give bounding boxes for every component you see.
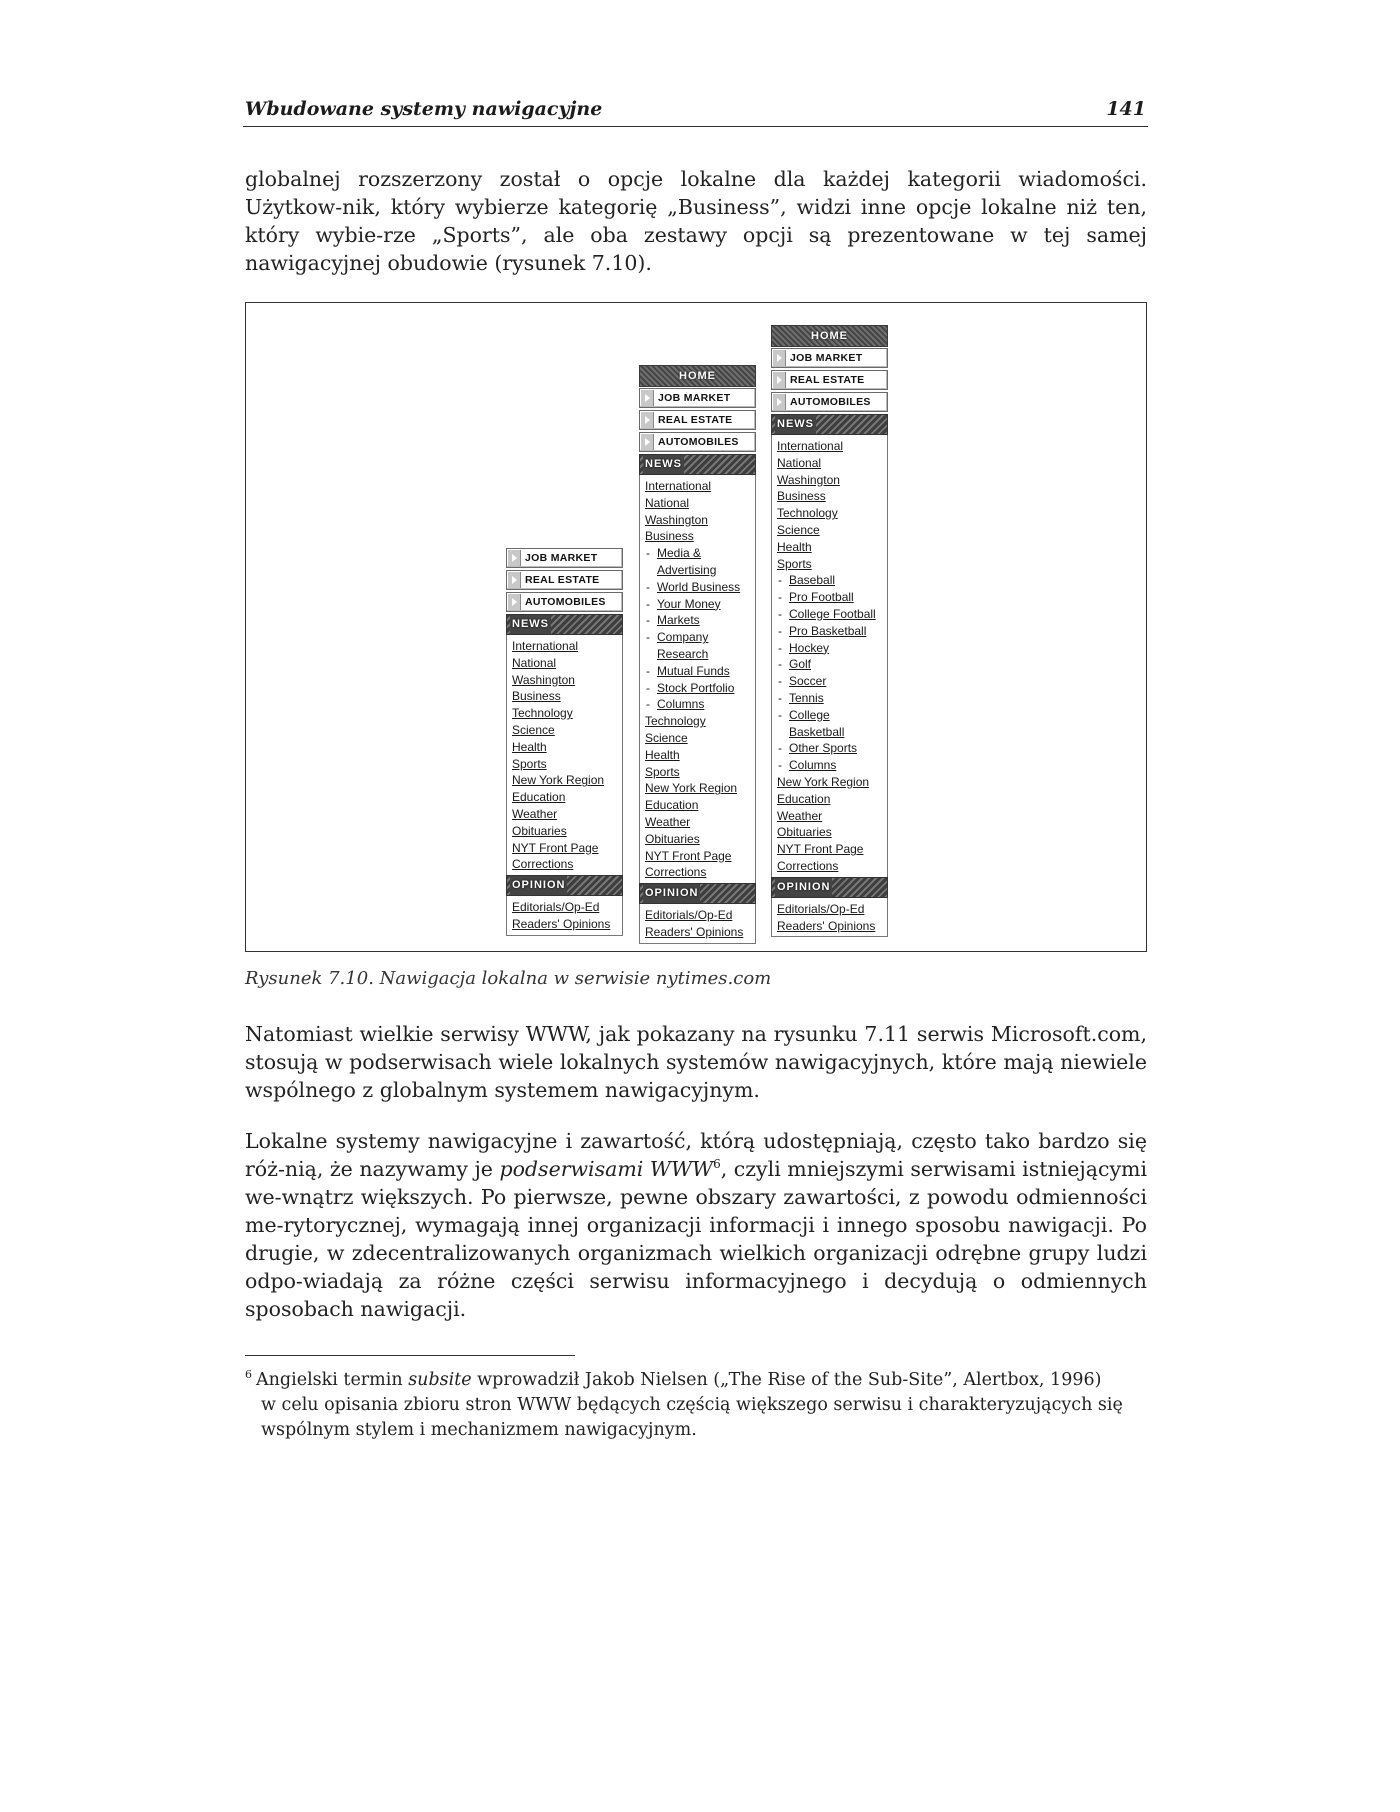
- opinion-links: [639, 904, 756, 944]
- news-section-header: NEWS: [506, 614, 623, 635]
- link-international[interactable]: International: [512, 639, 579, 653]
- link-corrections[interactable]: Corrections: [512, 857, 574, 872]
- footnote-mark: 6: [245, 1368, 252, 1382]
- link-company-research[interactable]: - Company: [645, 629, 751, 646]
- link-media-advertising-cont[interactable]: Advertising: [657, 562, 717, 577]
- link-technology[interactable]: Technology: [512, 706, 573, 721]
- link-college-basketball-cont[interactable]: Basketball: [789, 724, 845, 739]
- nav-panel-business: [639, 365, 756, 944]
- link-health[interactable]: Health: [512, 739, 547, 754]
- link-corrections[interactable]: Corrections: [645, 865, 707, 880]
- link-your-money[interactable]: - Your Money: [645, 596, 751, 613]
- link-pro-football[interactable]: - Pro Football: [777, 589, 883, 606]
- link-tennis[interactable]: - Tennis: [777, 690, 883, 707]
- link-science[interactable]: Science: [777, 522, 820, 537]
- arrow-icon: [508, 594, 521, 610]
- link-editorials[interactable]: Editorials/Op-Ed: [512, 900, 600, 915]
- link-other-sports[interactable]: - Other Sports: [777, 740, 883, 757]
- link-nyt-front-page[interactable]: NYT Front Page: [645, 848, 732, 863]
- link-readers-opinions[interactable]: Readers' Opinions: [512, 916, 611, 931]
- link-media-advertising[interactable]: - Media &: [645, 545, 751, 562]
- footnote-divider: [245, 1355, 575, 1356]
- link-washington[interactable]: Washington: [645, 512, 708, 527]
- news-links: [771, 435, 888, 877]
- automobiles-button[interactable]: AUTOMOBILES: [506, 592, 623, 612]
- page-number: 141: [1106, 98, 1146, 120]
- footnote: [245, 1368, 1150, 1443]
- arrow-icon: [508, 572, 521, 588]
- link-health[interactable]: Health: [777, 539, 812, 554]
- arrow-icon: [773, 372, 786, 388]
- paragraph-3-part-1: Lokalne systemy nawigacyjne i zawartość, którą udostępniają, często tako bardzo się róż-nią, że nazywamy je: [245, 1129, 1147, 1181]
- link-education[interactable]: Education: [777, 791, 831, 806]
- link-nyt-front-page[interactable]: NYT Front Page: [512, 840, 599, 855]
- link-obituaries[interactable]: Obituaries: [645, 831, 700, 846]
- job-market-button[interactable]: JOB MARKET: [639, 388, 756, 408]
- automobiles-button[interactable]: AUTOMOBILES: [639, 432, 756, 452]
- link-science[interactable]: Science: [645, 730, 688, 745]
- link-national[interactable]: National: [645, 495, 690, 510]
- link-columns[interactable]: - Columns: [777, 757, 883, 774]
- arrow-icon: [641, 390, 654, 406]
- job-market-button[interactable]: JOB MARKET: [506, 548, 623, 568]
- arrow-icon: [773, 394, 786, 410]
- link-sports[interactable]: Sports: [645, 764, 680, 779]
- figure-7-10: [245, 302, 1147, 952]
- opinion-section-header: OPINION: [771, 877, 888, 898]
- news-links: [506, 635, 623, 875]
- link-national[interactable]: National: [777, 455, 822, 470]
- opinion-section-header: OPINION: [506, 875, 623, 896]
- link-stock-portfolio[interactable]: - Stock Portfolio: [645, 680, 751, 697]
- link-hockey[interactable]: - Hockey: [777, 640, 883, 657]
- link-editorials[interactable]: Editorials/Op-Ed: [645, 908, 733, 923]
- news-section-header: NEWS: [771, 414, 888, 435]
- link-golf[interactable]: - Golf: [777, 656, 883, 673]
- footnote-term: subsite: [408, 1370, 472, 1390]
- link-readers-opinions[interactable]: Readers' Opinions: [645, 924, 744, 939]
- link-columns[interactable]: - Columns: [645, 696, 751, 713]
- arrow-icon: [508, 550, 521, 566]
- home-tab[interactable]: HOME: [639, 365, 756, 387]
- nav-panel-default: [506, 548, 623, 936]
- link-sports[interactable]: Sports: [777, 556, 812, 571]
- link-college-football[interactable]: - College Football: [777, 606, 883, 623]
- link-soccer[interactable]: - Soccer: [777, 673, 883, 690]
- link-weather[interactable]: Weather: [645, 814, 691, 829]
- link-nyt-front-page[interactable]: NYT Front Page: [777, 842, 864, 857]
- paragraph-3-part-2: , czyli mniejszymi serwisami istniejącymi we-wnątrz większych. Po pierwsze, pewne obszary zawartości, z powodu odmienności me-rytorycznej, wymagają innej organizacji informacji i innego sposobu nawigacji. Po drugie, w zdecentralizowanych organizmach wielkich organizacji odrębne grupy ludzi odpo-wiadają za różne części serwisu informacyjnego i decydują o odmiennych sposobach nawigacji.: [245, 1157, 1148, 1321]
- real-estate-button[interactable]: REAL ESTATE: [639, 410, 756, 430]
- footnote-reference[interactable]: 6: [713, 1157, 721, 1172]
- link-technology[interactable]: Technology: [645, 714, 706, 729]
- link-international[interactable]: International: [777, 439, 844, 453]
- opinion-links: [771, 898, 888, 938]
- link-obituaries[interactable]: Obituaries: [777, 825, 832, 840]
- automobiles-button[interactable]: AUTOMOBILES: [771, 392, 888, 412]
- arrow-icon: [641, 412, 654, 428]
- link-new-york-region[interactable]: New York Region: [512, 773, 605, 788]
- subsite-term: podserwisami WWW: [499, 1157, 714, 1181]
- footnote-line-2: w celu opisania zbioru stron WWW będących częścią większego serwisu i charakteryzujących się: [261, 1395, 1123, 1415]
- link-world-business[interactable]: - World Business: [645, 579, 751, 596]
- link-corrections[interactable]: Corrections: [777, 858, 839, 873]
- link-readers-opinions[interactable]: Readers' Opinions: [777, 918, 876, 933]
- page-header: [243, 98, 1148, 127]
- nav-panel-sports: [771, 325, 888, 937]
- paragraph-1: globalnej rozszerzony został o opcje lokalne dla każdej kategorii wiadomości. Użytkow-nik, który wybierze kategorię „Business”, widzi inne opcje lokalne niż ten, który wybie-rze „Sports”, ale oba zestawy opcji są prezentowane w tej samej nawigacyjnej obudowie (rysunek 7.10).: [245, 167, 1147, 275]
- footnote-line-3: wspólnym stylem i mechanizmem nawigacyjnym.: [261, 1420, 697, 1440]
- link-business[interactable]: Business: [512, 689, 561, 704]
- real-estate-button[interactable]: REAL ESTATE: [771, 370, 888, 390]
- link-sports[interactable]: Sports: [512, 756, 547, 771]
- opinion-links: [506, 896, 623, 936]
- link-weather[interactable]: Weather: [512, 806, 558, 821]
- arrow-icon: [773, 350, 786, 366]
- link-weather[interactable]: Weather: [777, 808, 823, 823]
- paragraph-3: [245, 1127, 1147, 1323]
- link-pro-basketball[interactable]: - Pro Basketball: [777, 623, 883, 640]
- news-links: [639, 475, 756, 883]
- link-business[interactable]: Business: [645, 529, 694, 544]
- opinion-section-header: OPINION: [639, 883, 756, 904]
- link-company-research-cont[interactable]: Research: [657, 646, 709, 661]
- link-education[interactable]: Education: [645, 798, 699, 813]
- link-international[interactable]: International: [645, 479, 712, 493]
- arrow-icon: [641, 434, 654, 450]
- link-business[interactable]: Business: [777, 489, 826, 504]
- running-head: Wbudowane systemy nawigacyjne: [245, 98, 603, 120]
- figure-caption: Rysunek 7.10. Nawigacja lokalna w serwisie nytimes.com: [245, 968, 772, 989]
- link-new-york-region[interactable]: New York Region: [645, 781, 738, 796]
- link-washington[interactable]: Washington: [512, 672, 575, 687]
- job-market-button[interactable]: JOB MARKET: [771, 348, 888, 368]
- link-health[interactable]: Health: [645, 747, 680, 762]
- link-education[interactable]: Education: [512, 790, 566, 805]
- link-obituaries[interactable]: Obituaries: [512, 823, 567, 838]
- link-national[interactable]: National: [512, 655, 557, 670]
- link-new-york-region[interactable]: New York Region: [777, 774, 870, 789]
- footnote-line-1: $^6$ Angielski termin subsite wprowadził Jakob Nielsen („The Rise of the Sub-Site”, Alertbox, 1996): [245, 1368, 1102, 1390]
- link-markets[interactable]: - Markets: [645, 612, 751, 629]
- home-tab[interactable]: HOME: [771, 325, 888, 347]
- link-science[interactable]: Science: [512, 722, 555, 737]
- link-college-basketball[interactable]: - College: [777, 707, 883, 724]
- link-mutual-funds[interactable]: - Mutual Funds: [645, 663, 751, 680]
- link-baseball[interactable]: - Baseball: [777, 572, 883, 589]
- link-technology[interactable]: Technology: [777, 506, 838, 521]
- link-washington[interactable]: Washington: [777, 472, 840, 487]
- news-section-header: NEWS: [639, 454, 756, 475]
- paragraph-2: Natomiast wielkie serwisy WWW, jak pokazany na rysunku 7.11 serwis Microsoft.com, stosują w podserwisach wiele lokalnych systemów nawigacyjnych, które mają niewiele wspólnego z globalnym systemem nawigacyjnym.: [245, 1022, 1147, 1102]
- real-estate-button[interactable]: REAL ESTATE: [506, 570, 623, 590]
- link-editorials[interactable]: Editorials/Op-Ed: [777, 901, 865, 916]
